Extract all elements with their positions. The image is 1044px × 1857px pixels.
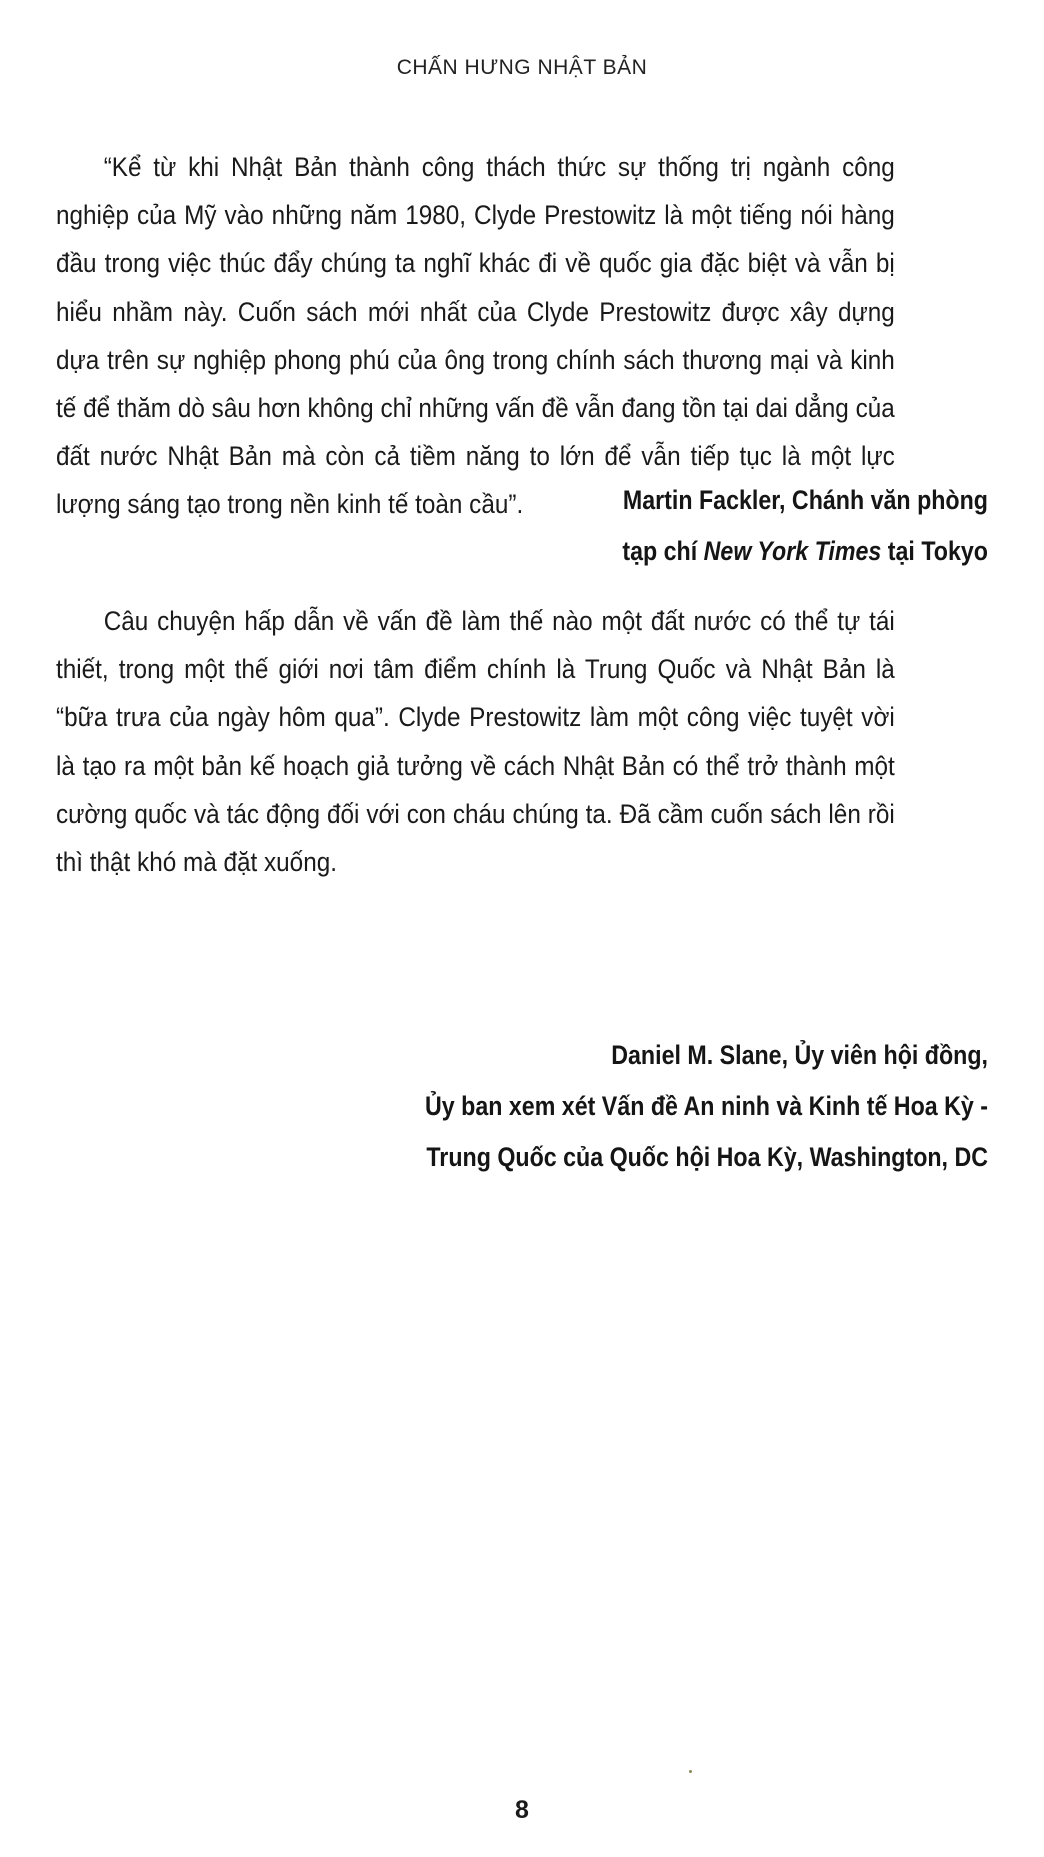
- publication-name: New York Times: [703, 536, 882, 566]
- attribution-affiliation-line: [214, 526, 988, 577]
- testimonial-quote-1: [56, 143, 895, 529]
- attribution-name-line: Martin Fackler, Chánh văn phòng: [622, 485, 988, 515]
- running-header: CHẤN HƯNG NHẬT BẢN: [396, 56, 648, 79]
- attribution-affiliation-line: Ủy ban xem xét Vấn đề An ninh và Kinh tế Hoa Kỳ -: [425, 1091, 989, 1121]
- attribution-name-line: Daniel M. Slane, Ủy viên hội đồng,: [611, 1040, 988, 1070]
- attribution-affiliation-line: Trung Quốc của Quốc hội Hoa Kỳ, Washington, DC: [426, 1142, 988, 1172]
- testimonial-attribution-2: [214, 1030, 988, 1183]
- affiliation-suffix: tại Tokyo: [881, 536, 988, 566]
- print-speck: [689, 1770, 692, 1773]
- quote-paragraph: Câu chuyện hấp dẫn về vấn đề làm thế nào một đất nước có thể tự tái thiết, trong một thế giới nơi tâm điểm chính là Trung Quốc và Nhật Bản là “bữa trưa của ngày hôm qua”. Clyde Prestowitz làm một công việc tuyệt vời là tạo ra một bản kế hoạch giả tưởng về cách Nhật Bản có thể trở thành một cường quốc và tác động đối với con cháu chúng ta. Đã cầm cuốn sách lên rồi thì thật khó mà đặt xuống.: [56, 606, 895, 878]
- page-number: 8: [515, 1796, 529, 1824]
- affiliation-prefix: tạp chí: [622, 536, 704, 566]
- quote-paragraph: “Kể từ khi Nhật Bản thành công thách thức sự thống trị ngành công nghiệp của Mỹ vào những năm 1980, Clyde Prestowitz là một tiếng nói hàng đầu trong việc thúc đẩy chúng ta nghĩ khác đi về quốc gia đặc biệt và vẫn bị hiểu nhầm này. Cuốn sách mới nhất của Clyde Prestowitz được xây dựng dựa trên sự nghiệp phong phú của ông trong chính sách thương mại và kinh tế để thăm dò sâu hơn không chỉ những vấn đề vẫn đang tồn tại dai dẳng của đất nước Nhật Bản mà còn cả tiềm năng to lớn để vẫn tiếp tục là một lực lượng sáng tạo trong nền kinh tế toàn cầu”.: [56, 152, 895, 520]
- testimonial-attribution-1: [214, 475, 988, 577]
- testimonial-quote-2: [56, 597, 895, 886]
